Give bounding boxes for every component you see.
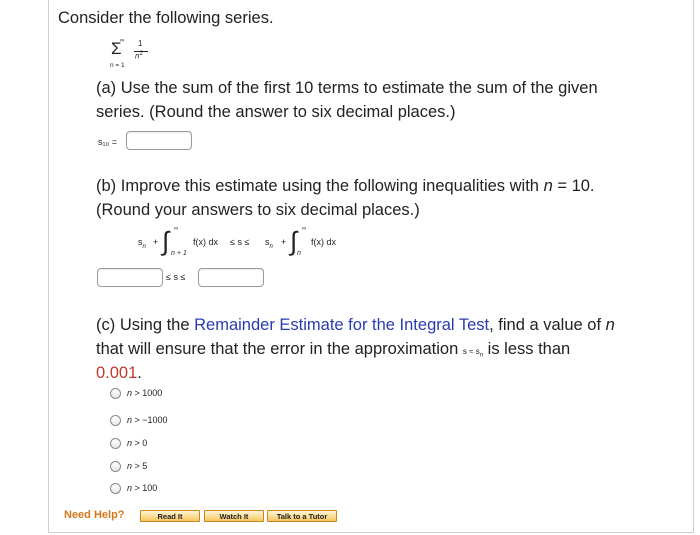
s10-label: s₁₀ =: [98, 137, 118, 147]
remainder-estimate-link[interactable]: Remainder Estimate for the Integral Test: [194, 316, 490, 334]
between-s-label: ≤ s ≤: [166, 272, 186, 282]
option-label: n > 1000: [127, 388, 163, 398]
lower-bound-input[interactable]: [97, 268, 163, 287]
ineq-sn-left: $s_n$: [138, 237, 146, 250]
part-b-line1: (b) Improve this estimate using the following inequalities with n = 10.: [96, 177, 595, 195]
series-denominator: $n^2$: [135, 51, 143, 61]
part-c-line3: 0.001.: [96, 364, 142, 382]
watch-it-button[interactable]: Watch It: [204, 510, 264, 522]
part-c-line2: that will ensure that the error in the approximation $s \approx s_n$ is less than: [96, 340, 571, 359]
part-b-line2: (Round your answers to six decimal places.): [96, 201, 420, 219]
option-radio[interactable]: [110, 415, 121, 426]
option-radio[interactable]: [110, 388, 121, 399]
integrand-right: f(x) dx: [311, 237, 337, 247]
series-upper: ∞: [120, 38, 125, 44]
sigma-symbol: Σ: [111, 39, 122, 58]
integral-right-icon: ∫: [290, 226, 298, 256]
int-left-lower: n + 1: [171, 250, 187, 257]
part-a-line1: (a) Use the sum of the first 10 terms to estimate the sum of the given: [96, 79, 598, 97]
int-right-lower: n: [297, 250, 301, 257]
option-label: n > −1000: [127, 415, 168, 425]
need-help-label: Need Help?: [64, 509, 125, 521]
upper-bound-input[interactable]: [198, 268, 264, 287]
option-label: n > 100: [127, 483, 158, 493]
option-label: n > 0: [127, 438, 148, 448]
integral-left-icon: ∫: [162, 226, 170, 256]
part-c-line1: (c) Using the Remainder Estimate for the Integral Test, find a value of n: [96, 316, 615, 334]
int-left-upper: ∞: [174, 226, 179, 232]
talk-to-tutor-button[interactable]: Talk to a Tutor: [267, 510, 337, 522]
option-label: n > 5: [127, 461, 148, 471]
threshold-value: 0.001: [96, 364, 138, 382]
integrand-left: f(x) dx: [193, 237, 219, 247]
int-right-upper: ∞: [302, 226, 307, 232]
ineq-plus-right: +: [281, 237, 287, 247]
read-it-button[interactable]: Read It: [140, 510, 200, 522]
ineq-le-s-le: ≤ s ≤: [230, 237, 250, 247]
option-radio[interactable]: [110, 438, 121, 449]
series-numerator: 1: [138, 39, 143, 48]
part-a-line2: series. (Round the answer to six decimal places.): [96, 103, 456, 121]
ineq-sn-right: $s_n$: [265, 237, 273, 250]
intro-text: Consider the following series.: [58, 9, 274, 27]
option-radio[interactable]: [110, 461, 121, 472]
ineq-plus-left: +: [153, 237, 159, 247]
option-radio[interactable]: [110, 483, 121, 494]
s10-input[interactable]: [126, 131, 192, 150]
approx-expression: $s \approx s_n$: [462, 347, 484, 359]
series-lower: n = 1: [110, 62, 125, 69]
